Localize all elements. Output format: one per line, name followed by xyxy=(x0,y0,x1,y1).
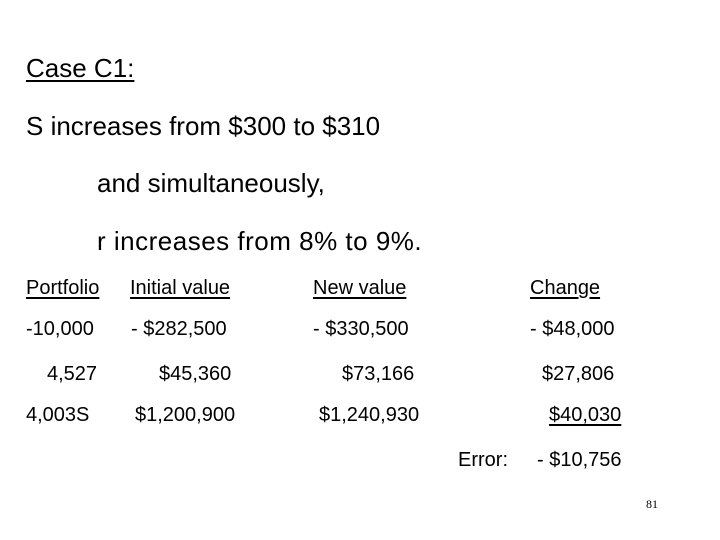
row1-new-value: - $330,500 xyxy=(313,318,409,340)
row3-portfolio: 4,003S xyxy=(26,404,90,426)
case-title: Case C1: xyxy=(26,53,135,83)
row3-change: $40,030 xyxy=(549,404,622,426)
row2-new-value: $73,166 xyxy=(342,363,415,385)
error-value: - $10,756 xyxy=(537,449,622,471)
page-number: 81 xyxy=(646,497,658,511)
rate-change-line: r increases from 8% to 9%. xyxy=(97,226,423,256)
header-new-value: New value xyxy=(313,277,407,299)
row1-initial-value: - $282,500 xyxy=(131,318,227,340)
row2-change: $27,806 xyxy=(542,363,615,385)
error-label: Error: xyxy=(458,449,508,471)
row2-portfolio: 4,527 xyxy=(47,363,98,385)
header-change: Change xyxy=(530,277,601,299)
header-initial-value: Initial value xyxy=(130,277,231,299)
row3-new-value: $1,240,930 xyxy=(319,404,420,426)
header-portfolio: Portfolio xyxy=(26,277,100,299)
row1-portfolio: -10,000 xyxy=(26,318,94,340)
price-change-line: S increases from $300 to $310 xyxy=(26,111,381,141)
simultaneous-line: and simultaneously, xyxy=(97,168,325,198)
row2-initial-value: $45,360 xyxy=(159,363,232,385)
row3-initial-value: $1,200,900 xyxy=(135,404,236,426)
row1-change: - $48,000 xyxy=(530,318,615,340)
